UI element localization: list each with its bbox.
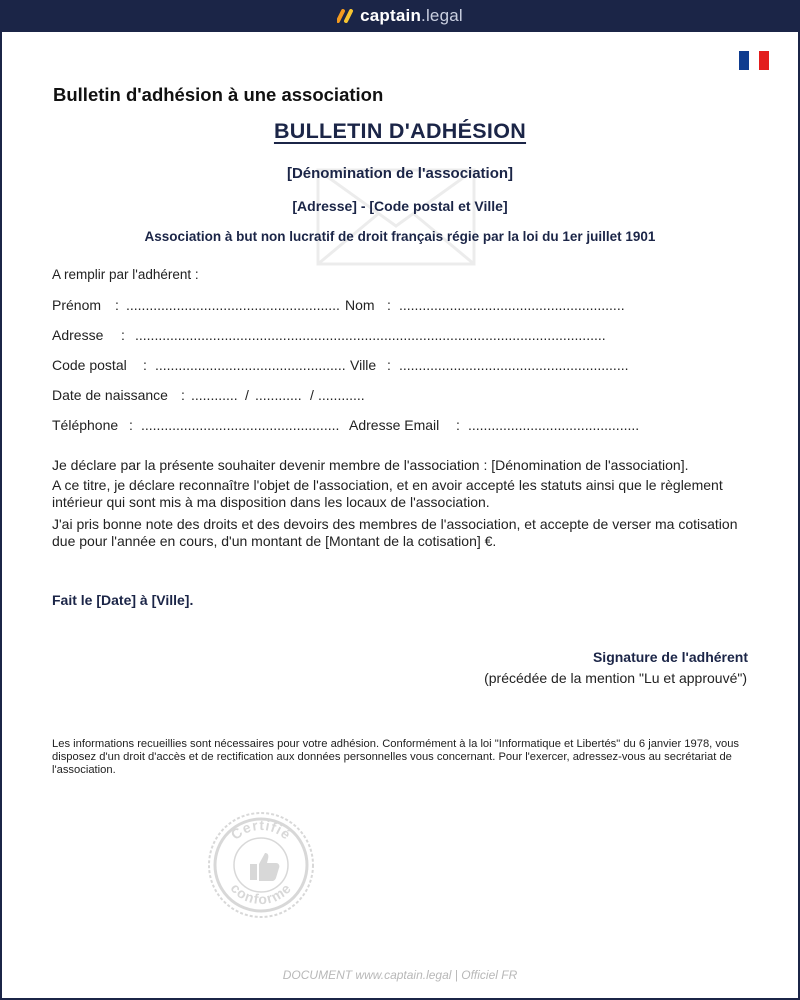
logo-brand: captain — [360, 6, 422, 25]
ville-field[interactable]: ........................................................... — [399, 357, 629, 373]
place-and-date: Fait le [Date] à [Ville]. — [52, 592, 194, 608]
signature-note: (précédée de la mention "Lu et approuvé") — [484, 670, 747, 686]
prenom-sep: : — [115, 297, 119, 313]
logo-domain: .legal — [421, 6, 463, 25]
nom-field[interactable]: .......................................................... — [399, 297, 625, 313]
flag-stripe-white — [749, 51, 759, 70]
certified-seal-icon — [206, 810, 316, 920]
law-statement: Association à but non lucratif de droit français régie par la loi du 1er juillet 1901 — [144, 229, 656, 244]
adresse-field[interactable]: ......................................................................................................................... — [135, 327, 606, 343]
flag-stripe-blue — [739, 51, 749, 70]
privacy-notice: Les informations recueillies sont nécessaires pour votre adhésion. Conformément à la loi "Informatique et Libertés" du 6 janvier 1978, vous disposez d'un droit d'accès et de rectification aux données personnelles vous concernant. Pour l'exercer, adressez-vous au secrétariat de l'association. — [52, 738, 740, 776]
email-label: Adresse Email — [349, 417, 440, 433]
ville-label: Ville — [350, 357, 377, 373]
page-title: BULLETIN D'ADHÉSION — [273, 119, 527, 143]
association-name: [Dénomination de l'association] — [286, 165, 514, 182]
french-flag-icon[interactable] — [739, 51, 769, 70]
logo-text — [360, 6, 463, 26]
birth-year-field[interactable]: ............ — [318, 387, 365, 403]
birth-month-field[interactable]: ............ — [255, 387, 302, 403]
date-naissance-sep: : — [181, 387, 185, 403]
captain-legal-logo[interactable] — [337, 6, 463, 26]
email-sep: : — [456, 417, 460, 433]
svg-text:conforme: conforme — [227, 879, 295, 908]
document-label: Bulletin d'adhésion à une association — [53, 84, 384, 105]
svg-text:Certifié: Certifié — [227, 816, 295, 843]
declaration-paragraph-3: J'ai pris bonne note des droits et des devoirs des membres de l'association, et accepte de verser ma cotisation due pour l'année en cours, d'un montant de [Montant de la cotisation] €. — [52, 516, 738, 549]
logo-slashes-icon — [337, 9, 355, 23]
telephone-field[interactable]: ................................................... — [141, 417, 340, 433]
email-field[interactable]: ............................................ — [468, 417, 640, 433]
declaration-paragraph-1: Je déclare par la présente souhaiter devenir membre de l'association : [Dénomination de l'association]. — [52, 457, 689, 473]
adresse-label: Adresse — [52, 327, 104, 343]
association-address: [Adresse] - [Code postal et Ville] — [292, 198, 508, 214]
prenom-field[interactable]: ....................................................... — [126, 297, 340, 313]
nom-label: Nom — [345, 297, 375, 313]
prenom-label: Prénom — [52, 297, 102, 313]
telephone-sep: : — [129, 417, 133, 433]
top-bar — [0, 0, 800, 32]
declaration-paragraph-2: A ce titre, je déclare reconnaître l'objet de l'association, et en avoir accepté les statuts ainsi que le règlement intérieur qui sont mis à ma disposition dans les locaux de l'association. — [52, 477, 723, 510]
date-slash-2: / — [310, 387, 314, 403]
code-postal-label: Code postal — [52, 357, 127, 373]
adresse-sep: : — [121, 327, 125, 343]
flag-stripe-red — [759, 51, 769, 70]
code-postal-field[interactable]: ................................................. — [155, 357, 346, 373]
birth-day-field[interactable]: ............ — [191, 387, 238, 403]
envelope-watermark-icon — [316, 168, 476, 266]
code-postal-sep: : — [143, 357, 147, 373]
ville-sep: : — [387, 357, 391, 373]
signature-title: Signature de l'adhérent — [592, 649, 748, 665]
telephone-label: Téléphone — [52, 417, 119, 433]
date-naissance-label: Date de naissance — [52, 387, 168, 403]
date-slash-1: / — [245, 387, 249, 403]
fill-instructions: A remplir par l'adhérent : — [52, 267, 199, 282]
footer-text: DOCUMENT www.captain.legal | Officiel FR — [282, 968, 518, 982]
nom-sep: : — [387, 297, 391, 313]
